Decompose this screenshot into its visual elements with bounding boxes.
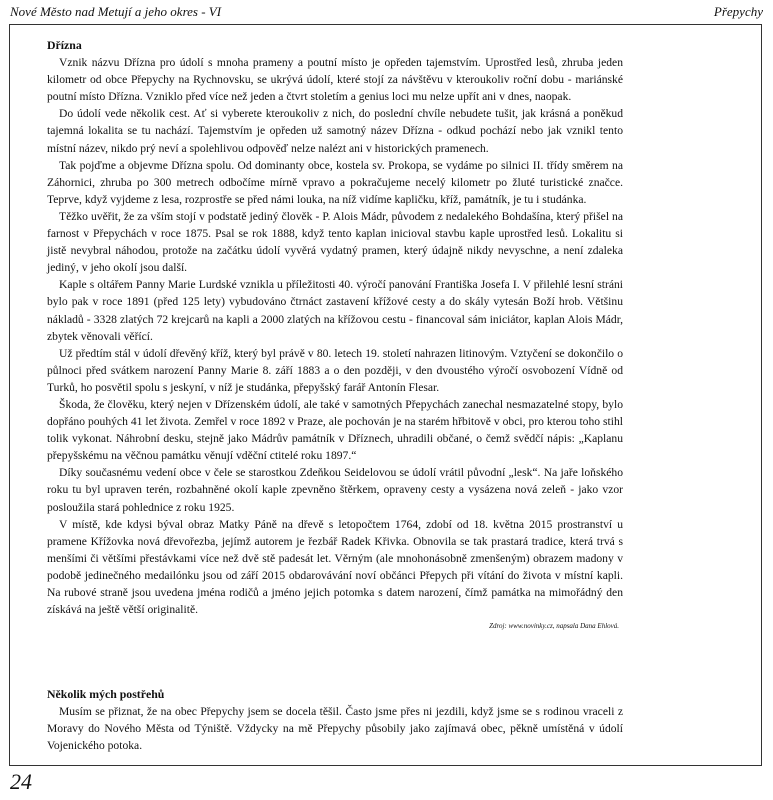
paragraph: Těžko uvěřit, že za vším stojí v podstatě jediný člověk - P. Alois Mádr, původem z nedalekého Bohdašína, který přišel na farnost v Přepychách v roce 1875. Psal se rok 1888, když tento kaplan inicioval stavbu kaple uprostřed lesů. Lokalitu si jistě nevybral náhodou, protože na začátku údolí vyvěrá vydatný pramen, který údajně nikdy nevyschne, a není zdaleka jediný, v jeho okolí jsou další. — [47, 209, 623, 275]
source-note: Zdroj: www.novinky.cz, napsala Dana Ehlová. — [489, 622, 619, 631]
paragraph: V místě, kde kdysi býval obraz Matky Páně na dřevě s letopočtem 1764, zdobí od 18. května 2015 prostranství u pramene Křížovka nová dřevořezba, jejímž autorem je řezbář Radek Křivka. Obnovila se tak prastará tradice, která trvá s menšími či většími přestávkami více než dvě stě padesát let. Věrným (ale mnohonásobně zmenšeným) obrazem madony v podobě jedinečného medailónku jsou od září 2015 obdarovávání noví občánci Přepych při vítání do života v místní kapli. Na rubové straně jsou uvedena jména rodičů a jméno jejich potomka s datem narození, čímž památka na mimořádný den získává na ještě větší originalitě. — [47, 517, 623, 617]
paragraph: Škoda, že člověku, který nejen v Dřízenském údolí, ale také v samotných Přepychách zanechal nesmazatelné stopy, bylo dopřáno pouhých 41 let života. Zemřel v roce 1892 v Praze, ale pochován je na starém hřbitově v obci, pro kterou toho stihl tolik vykonat. Náhrobní desku, stejně jako Mádrův památník v Dříznech, uhradili občané, o čemž svědčí nápis: „Kaplanu přepyšskému na věčnou památku věnují vděční ctitelé roku 1897.“ — [47, 397, 623, 463]
book-title: Nové Město nad Metují a jeho okres - VI — [10, 4, 222, 19]
article-title: Několik mých postřehů — [47, 687, 165, 702]
article-title: Dřízna — [47, 38, 82, 52]
paragraph: Kaple s oltářem Panny Marie Lurdské vznikla u příležitosti 40. výročí panování Františka Josefa I. V přilehlé lesní stráni bylo pak v roce 1891 (před 125 lety) vybudováno čtrnáct zastavení křížové cesty a do skály vytesán Boží hrob. Většinu nákladů - 3328 zlatých 72 krejcarů na kapli a 2000 zlatých na křížovou cestu - financoval sám iniciátor, kaplan Alois Mádr, zbytek věnovali věřící. — [47, 278, 623, 343]
paragraph: Musím se přiznat, že na obec Přepychy jsem se docela těšil. Často jsme přes ni jezdili, když jsme se s rodinou vraceli z Moravy do Nového Města od Týniště. Vždycky na mě Přepychy působily jako zajímavá obec, pěkně umístěná v údolí Vojenického potoka. — [47, 705, 623, 753]
paragraph: Do údolí vede několik cest. Ať si vyberete kteroukoliv z nich, do poslední chvíle nebudete tušit, jak krásná a poněkud tajemná lokalita se tu nachází. Tajemstvím je opředen už samotný název Dřízna - odkud pochází nebo jak vznikl tento místní název, nikdo prý neví a spolehlivou odpověď nelze nalézt ani v historických pramenech. — [47, 107, 623, 155]
section-gap — [47, 632, 623, 686]
page-content — [47, 37, 623, 755]
page-number: 24 — [10, 769, 32, 794]
running-header — [10, 4, 763, 26]
paragraph: Tak pojďme a objevme Dřízna spolu. Od dominanty obce, kostela sv. Prokopa, se vydáme po silnici II. třídy směrem na Záhornici, zhruba po 300 metrech odbočíme mírně vpravo a pokračujeme necelý kilometr po žluté turistické značce. Teprve, když vyjdeme z lesa, rozprostře se před námi louka, na níž vidíme kapličku, kříž, památník, je tu i studánka. — [47, 158, 623, 206]
paragraph: Díky současnému vedení obce v čele se starostkou Zdeňkou Seidelovou se údolí vrátil původní „lesk“. Na jaře loňského roku tu byl upraven terén, rozbahněné okolí kaple zpevněno štěrkem, opraveny cesty a vysázena nová zeleň - jako vzor posloužila stará pohlednice z roku 1925. — [47, 466, 623, 514]
paragraph: Už předtím stál v údolí dřevěný kříž, který byl právě v 80. letech 19. století nahrazen litinovým. Vztyčení se dokončilo o půlnoci před svátkem narození Panny Marie 8. září 1883 a o den později, v den dvoustého výročí osvobození Vídně od Turků, ho posvětil spolu s jeskyní, v níž je studánka, přepyšský farář Antonín Flesar. — [47, 346, 623, 394]
chapter-title: Přepychy — [713, 4, 763, 19]
paragraph: Vznik názvu Dřízna pro údolí s mnoha prameny a poutní místo je opředen tajemstvím. Uprostřed lesů, zhruba jeden kilometr od obce Přepychy na Rychnovsku, se ukrývá údolí, které stojí za návštěvu v kteroukoliv roční dobu - mariánské poutní místo Dřízna. Vzniklo před více než jeden a čtvrt stoletím a genius loci mu nelze upřít ani v dnes, naopak. — [47, 56, 623, 104]
